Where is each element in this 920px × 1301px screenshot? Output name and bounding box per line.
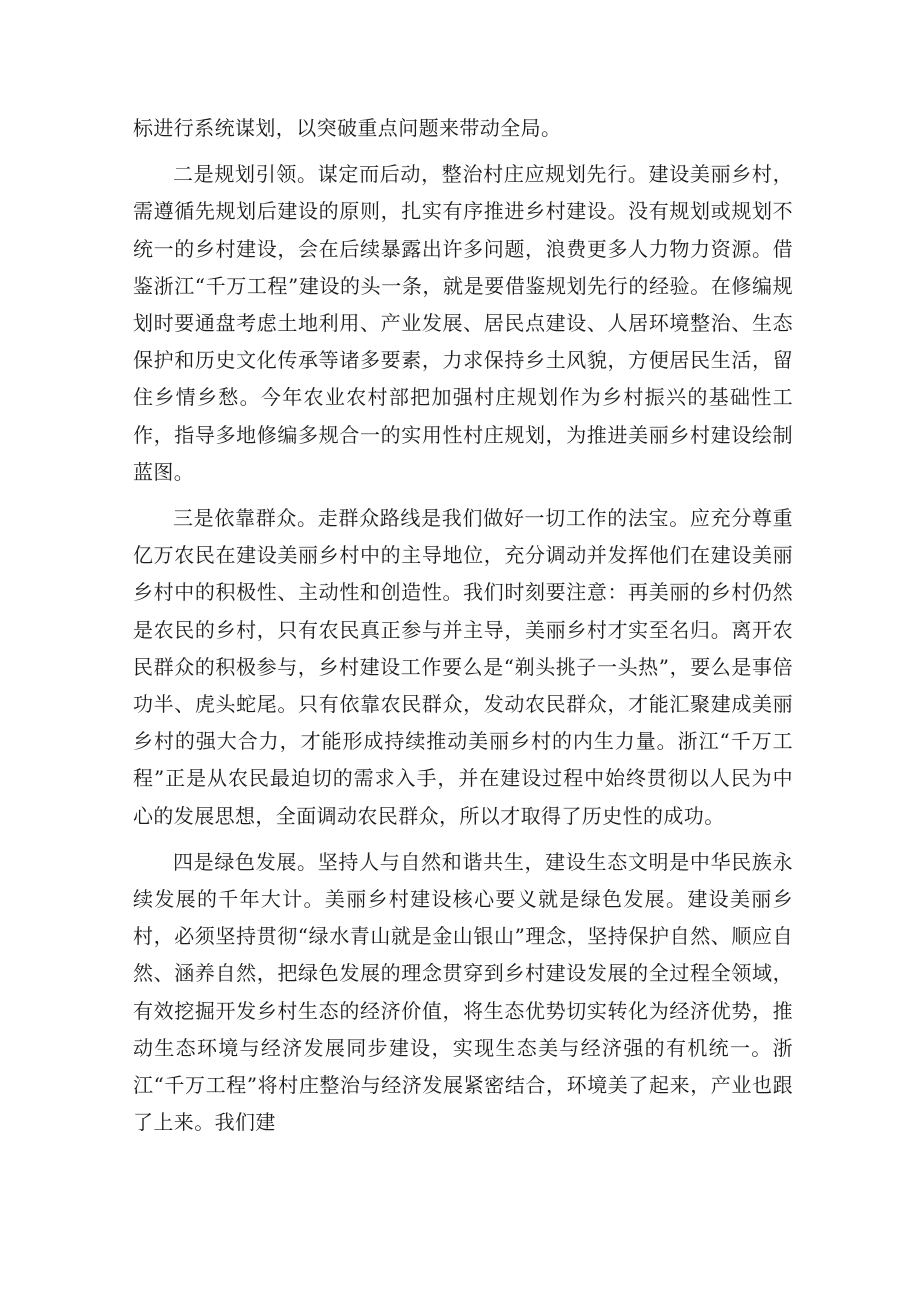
paragraph-planning-guidance: 二是规划引领。谋定而后动，整治村庄应规划先行。建设美丽乡村，需遵循先规划后建设的原则，扎实有序推进乡村建设。没有规划或规划不统一的乡村建设，会在后续暴露出许多问题，浪费更多人力物力资源。借鉴浙江“千万工程”建设的头一条，就是要借鉴规划先行的经验。在修编规划时要通盘考虑土地利用、产业发展、居民点建设、人居环境整治、生态保护和历史文化传承等诸多要素，力求保持乡土风貌，方便居民生活，留住乡情乡愁。今年农业农村部把加强村庄规划作为乡村振兴的基础性工作，指导多地修编多规合一的实用性村庄规划，为推进美丽乡村建设绘制蓝图。 [133, 162, 793, 484]
paragraph-continuation: 标进行系统谋划，以突破重点问题来带动全局。 [133, 116, 562, 140]
document-body [133, 110, 793, 1141]
paragraph-green-development: 四是绿色发展。坚持人与自然和谐共生，建设生态文明是中华民族永续发展的千年大计。美丽乡村建设核心要义就是绿色发展。建设美丽乡村，必须坚持贯彻“绿水青山就是金山银山”理念，坚持保护自然、顺应自然、涵养自然，把绿色发展的理念贯穿到乡村建设发展的全过程全领域，有效挖掘开发乡村生态的经济价值，将生态优势切实转化为经济优势，推动生态环境与经济发展同步建设，实现生态美与经济强的有机统一。浙江“千万工程”将村庄整治与经济发展紧密结合，环境美了起来，产业也跟了上来。我们建 [133, 849, 793, 1135]
paragraph-rely-on-masses: 三是依靠群众。走群众路线是我们做好一切工作的法宝。应充分尊重亿万农民在建设美丽乡村中的主导地位，充分调动并发挥他们在建设美丽乡村中的积极性、主动性和创造性。我们时刻要注意：再美丽的乡村仍然是农民的乡村，只有农民真正参与并主导，美丽乡村才实至名归。离开农民群众的积极参与，乡村建设工作要么是“剃头挑子一头热”，要么是事倍功半、虎头蛇尾。只有依靠农民群众，发动农民群众，才能汇聚建成美丽乡村的强大合力，才能形成持续推动美丽乡村的内生力量。浙江“千万工程”正是从农民最迫切的需求入手，并在建设过程中始终贯彻以人民为中心的发展思想，全面调动农民群众，所以才取得了历史性的成功。 [133, 506, 793, 828]
